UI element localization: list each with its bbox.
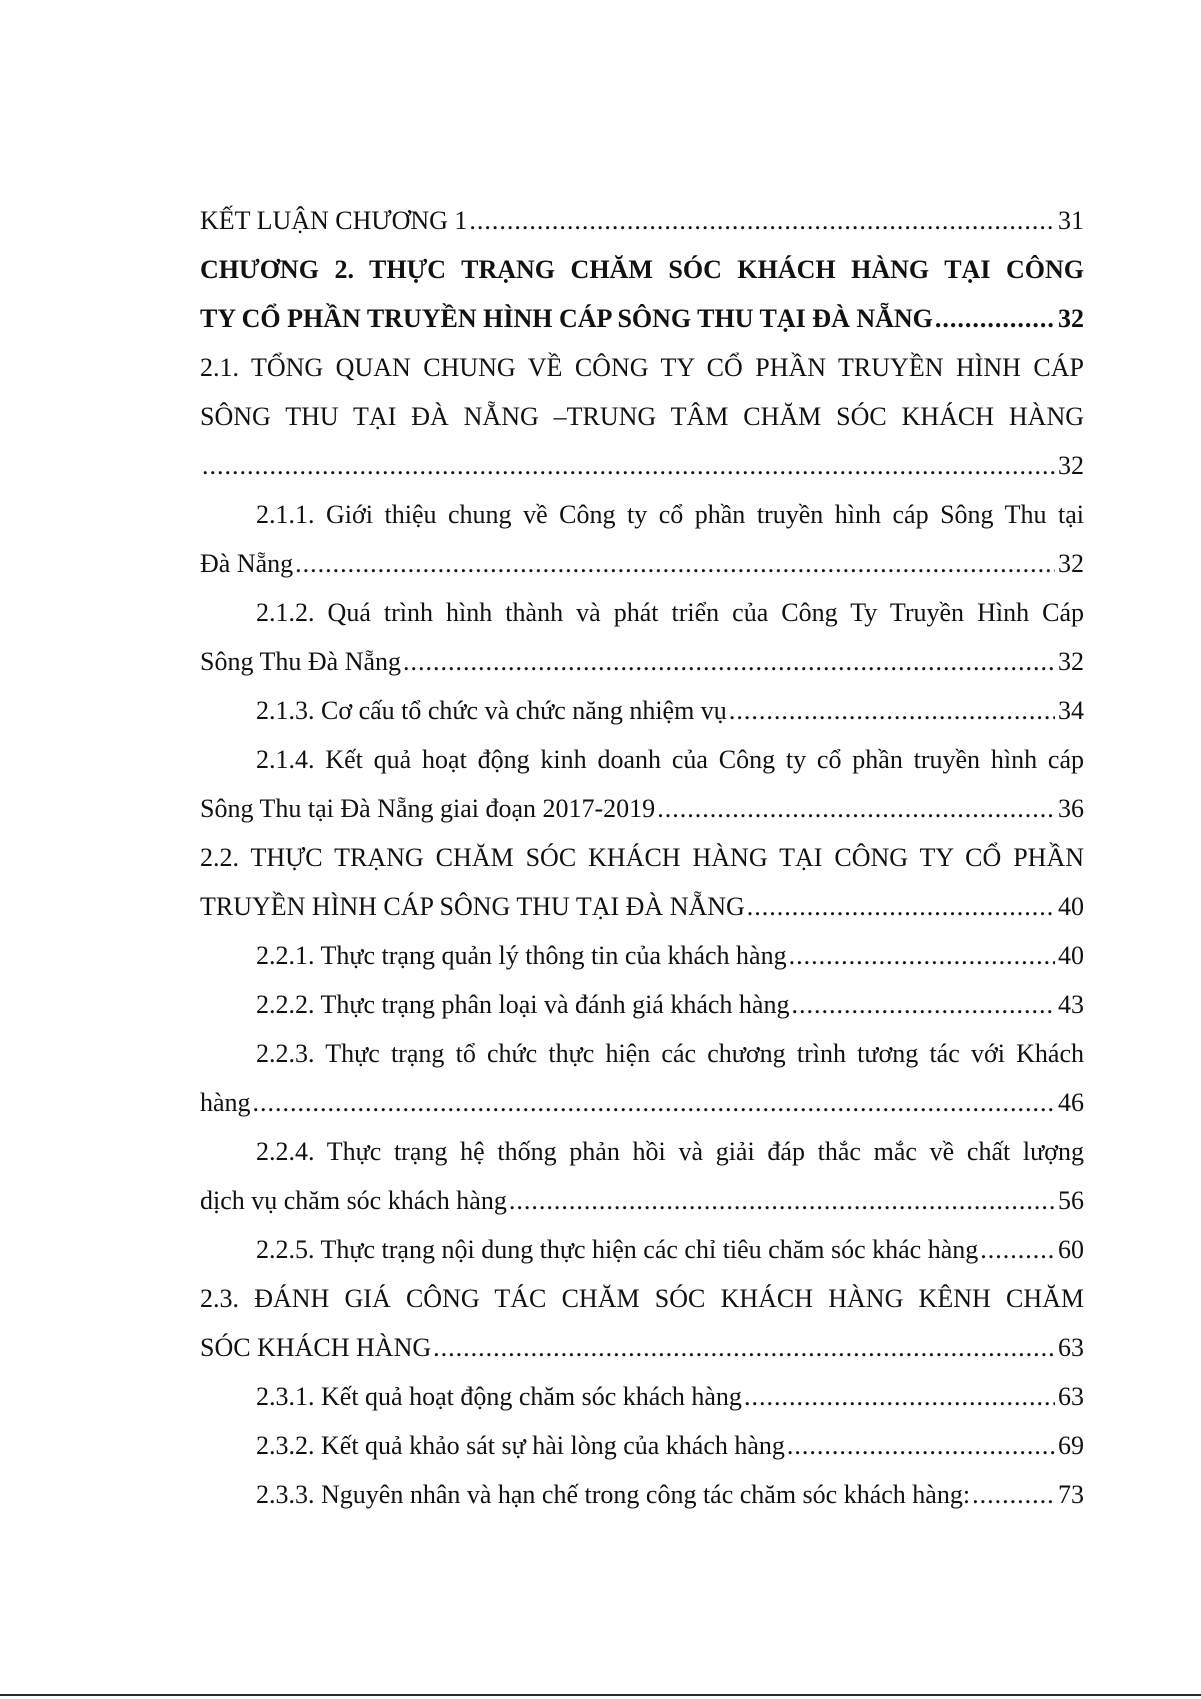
- toc-entry[interactable]: [200, 833, 1084, 931]
- toc-entry-title: 2.2.2. Thực trạng phân loại và đánh giá khách hàng: [256, 990, 790, 1019]
- toc-page-number: 63: [1058, 1382, 1084, 1411]
- toc-entry-title: 2.3.2. Kết quả khảo sát sự hài lòng của khách hàng: [256, 1431, 785, 1460]
- toc-entry-line: 2.2.3. Thực trạng tổ chức thực hiện các chương trình tương tác với Khách: [256, 1039, 1084, 1068]
- toc-page-number: 69: [1058, 1431, 1084, 1460]
- toc-entry-line: 2.2.4. Thực trạng hệ thống phản hồi và giải đáp thắc mắc về chất lượng: [256, 1137, 1084, 1166]
- toc-entry-title: 2.2.1. Thực trạng quản lý thông tin của khách hàng: [256, 941, 787, 970]
- toc-entry-title: 2.3.1. Kết quả hoạt động chăm sóc khách hàng: [256, 1382, 742, 1411]
- toc-entry-last-line: [200, 539, 1084, 588]
- toc-entry-last-line: [200, 686, 1084, 735]
- toc-entry[interactable]: [200, 588, 1084, 686]
- dot-leader: [433, 1323, 1055, 1372]
- dot-leader: [791, 980, 1055, 1029]
- toc-entry-title: TY CỔ PHẦN TRUYỀN HÌNH CÁP SÔNG THU TẠI ĐÀ NẴNG: [200, 304, 933, 333]
- toc-entry[interactable]: [200, 1127, 1084, 1225]
- toc-entry-title: hàng: [200, 1088, 251, 1117]
- toc-entry[interactable]: [200, 686, 1084, 735]
- toc-entry[interactable]: [200, 1029, 1084, 1127]
- toc-entry-last-line: [200, 1470, 1084, 1519]
- toc-entry-title: Đà Nẵng: [200, 549, 294, 578]
- dot-leader: [253, 1078, 1055, 1127]
- toc-entry[interactable]: [200, 1274, 1084, 1372]
- toc-page-number: 34: [1058, 696, 1084, 725]
- toc-entry[interactable]: [200, 490, 1084, 588]
- toc-entry-last-line: [200, 441, 1084, 490]
- toc-entry[interactable]: [200, 980, 1084, 1029]
- toc-entry-title: 2.2.5. Thực trạng nội dung thực hiện các chỉ tiêu chăm sóc khác hàng: [256, 1235, 979, 1264]
- toc-entry-last-line: [200, 1421, 1084, 1470]
- toc-entry-line: 2.1.1. Giới thiệu chung về Công ty cổ phần truyền hình cáp Sông Thu tại: [256, 500, 1084, 529]
- toc-entry-line: CHƯƠNG 2. THỰC TRẠNG CHĂM SÓC KHÁCH HÀNG TẠI CÔNG: [200, 255, 1084, 284]
- toc-page-number: 32: [1058, 451, 1084, 480]
- toc-entry-title: SÓC KHÁCH HÀNG: [200, 1333, 432, 1362]
- dot-leader: [202, 441, 1055, 490]
- dot-leader: [469, 196, 1055, 245]
- dot-leader: [744, 1372, 1055, 1421]
- toc-page-number: 46: [1058, 1088, 1084, 1117]
- dot-leader: [972, 1470, 1055, 1519]
- toc-entry-last-line: [200, 1176, 1084, 1225]
- page-bottom-border: [0, 1694, 1201, 1696]
- toc-entry-last-line: [200, 1225, 1084, 1274]
- toc-entry-title: KẾT LUẬN CHƯƠNG 1: [200, 206, 468, 235]
- toc-page-number: 60: [1058, 1235, 1084, 1264]
- toc-page-number: 73: [1058, 1480, 1084, 1509]
- dot-leader: [657, 784, 1055, 833]
- toc-entry-last-line: [200, 1078, 1084, 1127]
- toc-entry-title: 2.1.3. Cơ cấu tổ chức và chức năng nhiệm vụ: [256, 696, 727, 725]
- toc-entry-last-line: [200, 784, 1084, 833]
- toc-entry-line: 2.3. ĐÁNH GIÁ CÔNG TÁC CHĂM SÓC KHÁCH HÀNG KÊNH CHĂM: [200, 1284, 1084, 1313]
- toc-entry-last-line: [200, 196, 1084, 245]
- toc-entry[interactable]: [200, 1421, 1084, 1470]
- toc-page-number: 40: [1058, 892, 1084, 921]
- dot-leader: [509, 1176, 1055, 1225]
- dot-leader: [295, 539, 1055, 588]
- dot-leader: [787, 1421, 1055, 1470]
- toc-entry-title: dịch vụ chăm sóc khách hàng: [200, 1186, 507, 1215]
- toc-entry[interactable]: [200, 196, 1084, 245]
- dot-leader: [747, 882, 1055, 931]
- toc-entry-line: 2.2. THỰC TRẠNG CHĂM SÓC KHÁCH HÀNG TẠI CÔNG TY CỔ PHẦN: [200, 843, 1084, 872]
- dot-leader: [403, 637, 1055, 686]
- toc-entry-line: 2.1.2. Quá trình hình thành và phát triển của Công Ty Truyền Hình Cáp: [256, 598, 1084, 627]
- toc-entry-last-line: [200, 882, 1084, 931]
- dot-leader: [935, 294, 1055, 343]
- toc-entry-title: Sông Thu Đà Nẵng: [200, 647, 402, 676]
- toc-page-number: 32: [1058, 549, 1084, 578]
- toc-entry-title: 2.3.3. Nguyên nhân và hạn chế trong công tác chăm sóc khách hàng:: [256, 1480, 971, 1509]
- toc-page-number: 32: [1058, 304, 1084, 333]
- dot-leader: [980, 1225, 1055, 1274]
- toc-page-number: 36: [1058, 794, 1084, 823]
- toc-entry[interactable]: [200, 931, 1084, 980]
- toc-page-number: 32: [1058, 647, 1084, 676]
- toc-page-number: 56: [1058, 1186, 1084, 1215]
- toc-entry-title: TRUYỀN HÌNH CÁP SÔNG THU TẠI ĐÀ NẴNG: [200, 892, 745, 921]
- toc-entry[interactable]: [200, 245, 1084, 343]
- toc-entry-last-line: [200, 637, 1084, 686]
- toc-entry[interactable]: [200, 1372, 1084, 1421]
- toc-entry-last-line: [200, 931, 1084, 980]
- toc-entry-last-line: [200, 1372, 1084, 1421]
- toc-entry-last-line: [200, 980, 1084, 1029]
- toc-page-number: 31: [1058, 206, 1084, 235]
- toc-entry-last-line: [200, 294, 1084, 343]
- dot-leader: [789, 931, 1055, 980]
- toc-entry-line: SÔNG THU TẠI ĐÀ NẴNG –TRUNG TÂM CHĂM SÓC KHÁCH HÀNG: [200, 402, 1084, 431]
- toc-page-number: 43: [1058, 990, 1084, 1019]
- toc-page-number: 40: [1058, 941, 1084, 970]
- toc-page-number: 63: [1058, 1333, 1084, 1362]
- toc-entry[interactable]: [200, 735, 1084, 833]
- toc-entry-title: Sông Thu tại Đà Nẵng giai đoạn 2017-2019: [200, 794, 656, 823]
- toc-entry-last-line: [200, 1323, 1084, 1372]
- toc-entry[interactable]: [200, 1470, 1084, 1519]
- dot-leader: [729, 686, 1055, 735]
- toc-entry-line: 2.1.4. Kết quả hoạt động kinh doanh của Công ty cổ phần truyền hình cáp: [256, 745, 1084, 774]
- toc-entry[interactable]: [200, 1225, 1084, 1274]
- toc-entry[interactable]: [200, 343, 1084, 490]
- toc-entry-line: 2.1. TỔNG QUAN CHUNG VỀ CÔNG TY CỔ PHẦN TRUYỀN HÌNH CÁP: [200, 353, 1084, 382]
- table-of-contents: [200, 196, 1084, 1519]
